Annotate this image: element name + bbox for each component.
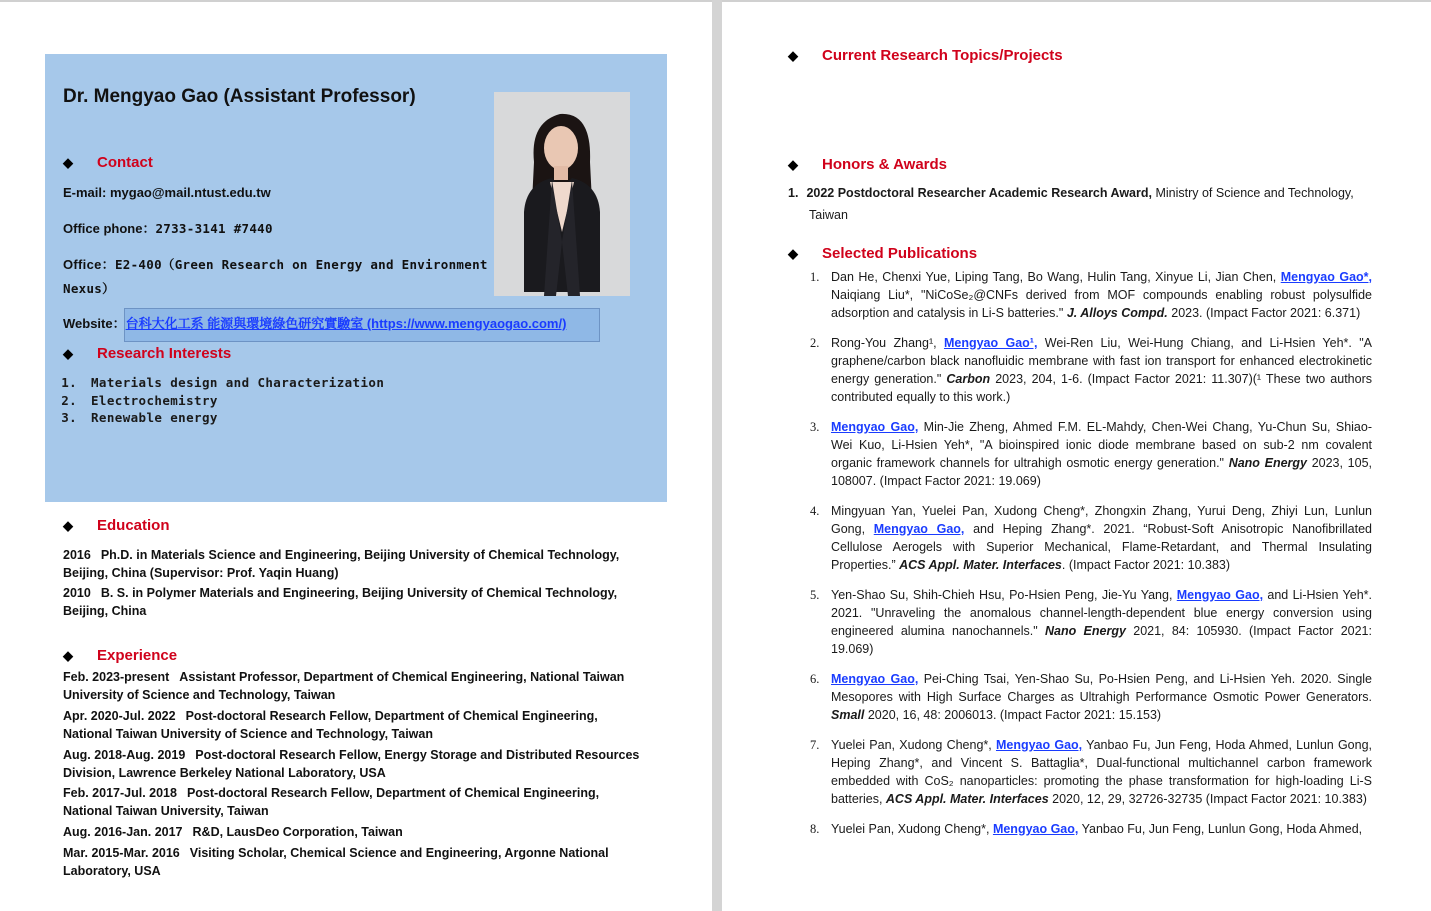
education-line1: B. S. in Polymer Materials and Engineering, Beijing University of Chemical Technology, [100,586,618,600]
author-self-link[interactable]: Mengyao Gao, [873,522,965,536]
current-research-heading-text: Current Research Topics/Projects [822,47,1063,64]
experience-date: Mar. 2015-Mar. 2016 [63,846,180,860]
experience-date: Feb. 2017-Jul. 2018 [63,786,177,800]
publication-authors: Dan He, Chenxi Yue, Liping Tang, Bo Wang, Hulin Tang, Xinyue Li, Jian Chen, [831,270,1281,284]
education-heading [63,517,170,534]
publication-item [810,736,1372,808]
education-line1: Ph.D. in Materials Science and Engineering, Beijing University of Chemical Technology, [100,548,620,562]
publications-heading [788,245,977,262]
publication-item [810,334,1372,406]
education-line2: Beijing, China (Supervisor: Prof. Yaqin Huang) [63,565,339,580]
office-line-1 [63,254,488,273]
email-value[interactable]: mygao@mail.ntust.edu.tw [109,185,271,200]
publication-details: 2023, 204, 1-6. (Impact Factor 2021: 11.307)(¹ These two authors contributed equally to this work.) [831,372,1372,404]
diamond-bullet-icon: ◆ [63,517,73,533]
research-interests-list [63,374,384,427]
honor-org: Ministry of Science and Technology, [1151,186,1354,200]
experience-date: Apr. 2020-Jul. 2022 [63,709,176,723]
publication-authors: Yuelei Pan, Xudong Cheng*, [831,822,993,836]
education-heading-text: Education [97,517,170,534]
publication-details: 2023, 105, 108007. (Impact Factor 2021: 19.069) [831,456,1372,488]
email-label: E-mail: [63,185,110,200]
publication-details: . (Impact Factor 2021: 10.383) [1061,558,1231,572]
experience-date: Aug. 2016-Jan. 2017 [63,825,183,839]
experience-entry [63,845,653,880]
publication-body: Naiqiang Liu*, "NiCoSe₂@CNFs derived from MOF compounds enabling robust polysulfide adsorption and catalysis in Li-S batteries." [831,288,1372,320]
experience-entry [63,785,653,820]
office-value: E2-400（Green Research on Energy and Environment [114,257,488,272]
experience-date: Aug. 2018-Aug. 2019 [63,748,186,762]
email-line [63,185,271,200]
publication-journal: Small [831,708,865,722]
experience-line2: National Taiwan University, Taiwan [63,803,269,818]
publication-number: 8. [810,822,820,836]
experience-line2: University of Science and Technology, Taiwan [63,687,336,702]
list-item: 3. Renewable energy [85,409,384,427]
experience-entry [63,747,653,782]
publication-number: 6. [810,672,820,686]
experience-entry [63,824,653,842]
profile-photo [494,92,630,296]
publication-body: and Heping Zhang*. 2021. “Robust-Soft Anisotropic Nanofibrillated Cellulose Aerogels with Superior Mechanical, Flame-Retardant, and Thermal Insulating Properties.” [831,522,1372,572]
experience-line1: Assistant Professor, Department of Chemical Engineering, National Taiwan [179,670,625,684]
publication-item [810,670,1372,724]
education-year: 2010 [63,586,91,600]
website-line [63,313,566,332]
experience-line1: Visiting Scholar, Chemical Science and Engineering, Argonne National [189,846,609,860]
publications-heading-text: Selected Publications [822,245,978,262]
publication-item [810,820,1372,838]
experience-line1: R&D, LausDeo Corporation, Taiwan [192,825,403,839]
publication-number: 4. [810,504,820,518]
publication-item [810,418,1372,490]
publication-number: 5. [810,588,820,602]
research-interests-heading [63,345,231,362]
experience-line1: Post-doctoral Research Fellow, Energy Storage and Distributed Resources [195,748,640,762]
publication-details: 2020, 12, 29, 32726-32735 (Impact Factor 2021: 10.383) [1048,792,1367,806]
office-line-2: Nexus） [63,281,115,296]
honors-heading [788,156,947,173]
publications-list [810,268,1372,850]
education-entry [63,547,653,582]
list-item: 1. Materials design and Characterization [85,374,384,392]
honor-award: 2022 Postdoctoral Researcher Academic Research Award, [806,186,1152,200]
publication-details: 2023. (Impact Factor 2021: 6.371) [1167,306,1361,320]
publication-journal: Carbon [946,372,991,386]
research-interests-heading-text: Research Interests [97,345,232,362]
publication-authors: Mingyuan Yan, Yuelei Pan, Xudong Cheng*, Zhongxin Zhang, Yurui Deng, Zhiyi Lun, Lunlun Gong, [831,504,1372,536]
experience-line2: Division, Lawrence Berkeley National Laboratory, USA [63,765,386,780]
honor-number: 1. [788,186,799,200]
list-item: 2. Electrochemistry [85,392,384,410]
author-self-link[interactable]: Mengyao Gao, [831,672,919,686]
experience-line1: Post-doctoral Research Fellow, Department of Chemical Engineering, [185,709,598,723]
publication-body: and Li-Hsien Yeh*. 2021. "Unraveling the anomalous channel-length-dependent blue energy conversion using engineered alumina nanochannels." [831,588,1372,638]
phone-value: 2733-3141 #7440 [155,221,273,236]
phone-label: Office phone： [63,221,156,236]
diamond-bullet-icon: ◆ [63,647,73,663]
publication-item [810,502,1372,574]
education-year: 2016 [63,548,91,562]
publication-number: 7. [810,738,820,752]
publication-number: 2. [810,336,820,350]
publication-item [810,268,1372,322]
author-self-link[interactable]: Mengyao Gao, [1176,588,1264,602]
experience-heading-text: Experience [97,647,178,664]
publication-details: 2021, 84: 105930. (Impact Factor 2021: 19.069) [831,624,1372,656]
publication-journal: J. Alloys Compd. [1066,306,1168,320]
honor-item [788,182,1373,226]
publication-item [810,586,1372,658]
publication-journal: Nano Energy [1228,456,1308,470]
experience-entry [63,708,653,743]
phone-line [63,218,273,237]
publication-authors: Rong-You Zhang¹, [831,336,944,350]
contact-heading [63,154,153,171]
publication-body: Yanbao Fu, Jun Feng, Lunlun Gong, Hoda Ahmed, [1078,822,1363,836]
experience-entry [63,669,653,704]
portrait-illustration [494,92,630,296]
author-self-link[interactable]: Mengyao Gao, [831,420,919,434]
honor-org-line2: Taiwan [809,208,848,222]
current-research-heading [788,47,1063,64]
page-separator [712,0,722,911]
honors-heading-text: Honors & Awards [822,156,948,173]
diamond-bullet-icon: ◆ [788,47,798,63]
page-title: Dr. Mengyao Gao (Assistant Professor) [63,86,416,107]
diamond-bullet-icon: ◆ [788,156,798,172]
author-self-link[interactable]: Mengyao Gao, [995,738,1083,752]
experience-date: Feb. 2023-present [63,670,170,684]
publication-body: Min-Jie Zheng, Ahmed F.M. EL-Mahdy, Chen-Wei Chang, Yu-Chun Su, Shiao-Wei Kuo, Li-Hsien Yeh*, "A bioinspired ionic diode membrane based on sub-2 nm covalent organic framework channels for ultrahigh osmotic energy generation." [831,420,1372,470]
publication-journal: ACS Appl. Mater. Interfaces [899,558,1062,572]
education-line2: Beijing, China [63,603,147,618]
author-self-link[interactable]: Mengyao Gao, [992,822,1079,836]
publication-number: 3. [810,420,820,434]
experience-heading [63,647,177,664]
experience-line2: National Taiwan University of Science and Technology, Taiwan [63,726,433,741]
publication-authors: Yuelei Pan, Xudong Cheng*, [831,738,996,752]
education-entry [63,585,653,620]
publication-journal: ACS Appl. Mater. Interfaces [885,792,1049,806]
diamond-bullet-icon: ◆ [788,245,798,261]
website-label: Website： [63,316,126,331]
contact-heading-text: Contact [97,154,153,171]
experience-line2: Laboratory, USA [63,863,161,878]
author-self-link[interactable]: Mengyao Gao*, [1280,270,1372,284]
diamond-bullet-icon: ◆ [63,154,73,170]
experience-line1: Post-doctoral Research Fellow, Department of Chemical Engineering, [186,786,600,800]
publication-details: 2020, 16, 48: 2006013. (Impact Factor 2021: 15.153) [864,708,1162,722]
website-link[interactable]: 台科大化工系 能源與環境綠色研究實驗室 (https://www.mengyaogao.com/) [125,316,567,331]
publication-body: Wei-Ren Liu, Wei-Hung Chiang, and Li-Hsien Yeh*. "A graphene/carbon black nanofluidic membrane with fast ion transport for enhanced electrokinetic energy generation." [831,336,1372,386]
office-label: Office： [63,257,115,272]
diamond-bullet-icon: ◆ [63,345,73,361]
publication-body: Pei-Ching Tsai, Yen-Shao Su, Po-Hsien Peng, and Li-Hsien Yeh. 2020. Single Mesopores with High Surface Charges as Ultrahigh Performance Osmotic Power Generators. [831,672,1373,704]
author-self-link[interactable]: Mengyao Gao¹, [943,336,1038,350]
publication-journal: Nano Energy [1045,624,1126,638]
publication-body: Yanbao Fu, Jun Feng, Hoda Ahmed, Lunlun Gong, Heping Zhang*, and Vincent S. Battaglia*, Dual-functional multichannel carbon framework embedded with CoS₂ nanoparticles: promoting the phase transformation for high-loading Li-S batteries, [831,738,1373,806]
publication-number: 1. [810,270,820,284]
publication-authors: Yen-Shao Su, Shih-Chieh Hsu, Po-Hsien Peng, Jie-Yu Yang, [831,588,1177,602]
